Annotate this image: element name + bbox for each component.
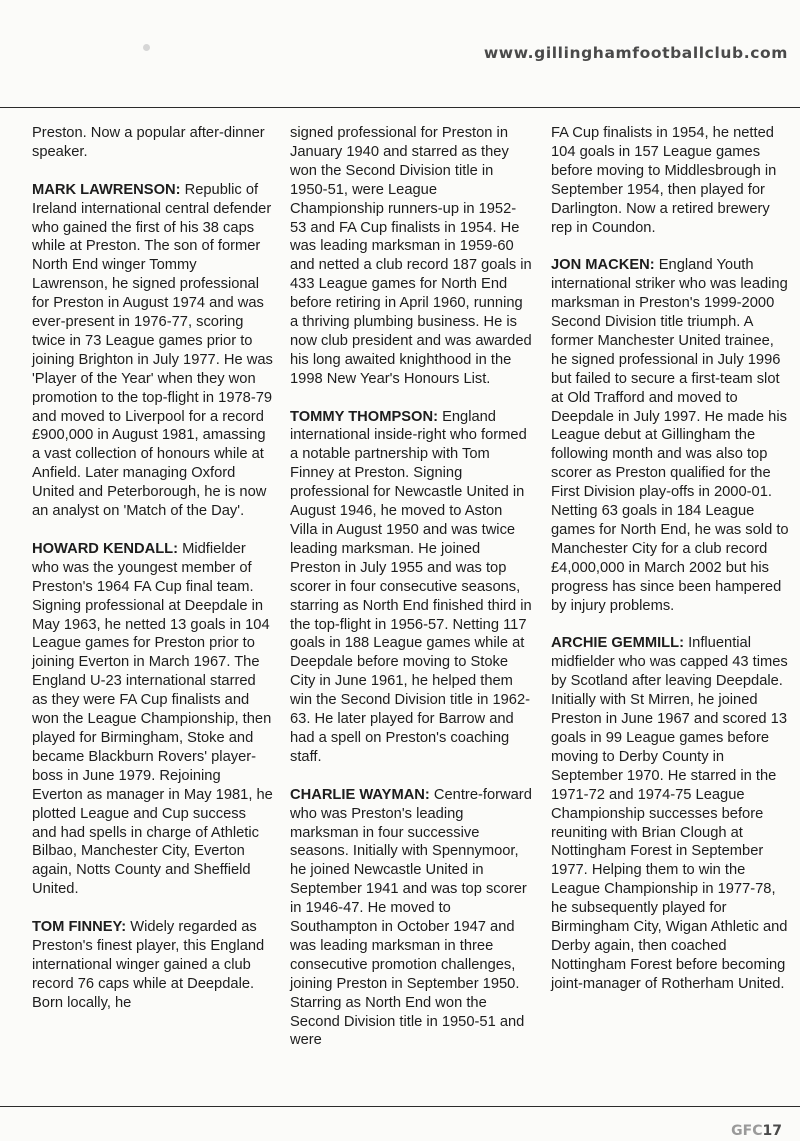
player-entry-jon-macken xyxy=(551,256,793,615)
bottom-divider xyxy=(0,1106,800,1107)
column-1 xyxy=(32,124,274,1013)
player-entry-mark-lawrenson xyxy=(32,181,274,521)
player-bio: Widely regarded as Preston's finest player, this England international winger gained a club record 76 caps while at Deepdale. Born locally, he xyxy=(32,919,265,1011)
player-entry-tommy-thompson xyxy=(290,408,532,767)
player-entry-howard-kendall xyxy=(32,540,274,899)
top-divider xyxy=(0,107,800,108)
page-number-value: 17 xyxy=(762,1123,782,1139)
decorative-dot xyxy=(143,44,150,51)
column-lead-text: signed professional for Preston in January 1940 and starred as they won the Second Division title in 1950-51, were League Championship runners-up in 1952-53 and FA Cup finalists in 1954. He was leading marksman in 1959-60 and netted a club record 187 goals in 433 League games for North End before retiring in April 1960, running a thriving plumbing business. He is now club president and was awarded his long awaited knighthood in the 1998 New Year's Honours List. xyxy=(290,125,532,387)
column-2 xyxy=(290,124,532,1050)
column-lead-text: FA Cup finalists in 1954, he netted 104 goals in 157 League games before moving to Middlesbrough in September 1954, then played for Darlington. Now a retired brewery rep in Coundon. xyxy=(551,125,777,236)
player-bio: England international inside-right who formed a notable partnership with Tom Finney at Preston. Signing professional for Newcastle United in August 1946, he moved to Aston Villa in August 1950 and was twice leading marksman. He joined Preston in July 1955 and was top scorer in four consecutive seasons, starring as North End finished third in the top-flight in 1956-57. Netting 117 goals in 188 League games while at Deepdale before moving to Stoke City in June 1961, he helped them win the Second Division title in 1962-63. He later played for Barrow and had a spell on Preston's coaching staff. xyxy=(290,408,532,765)
player-name: MARK LAWRENSON: xyxy=(32,181,181,198)
page-number xyxy=(731,1123,782,1139)
player-name: HOWARD KENDALL: xyxy=(32,540,179,557)
player-entry-charlie-wayman xyxy=(290,786,532,1051)
player-name: CHARLIE WAYMAN: xyxy=(290,786,430,803)
player-name: ARCHIE GEMMILL: xyxy=(551,635,684,652)
player-name: TOM FINNEY: xyxy=(32,919,127,936)
player-bio: Centre-forward who was Preston's leading marksman in four successive seasons. Initially with Spennymoor, he joined Newcastle United in September 1941 and was top scorer in 1946-47. He moved to Southampton in October 1947 and was leading marksman in three consecutive promotion challenges, joining Preston in September 1950. Starring as North End won the Second Division title in 1950-51 and were xyxy=(290,786,532,1049)
website-url[interactable]: www.gillinghamfootballclub.com xyxy=(483,44,788,62)
player-bio: Midfielder who was the youngest member of Preston's 1964 FA Cup final team. Signing professional at Deepdale in May 1963, he netted 13 goals in 104 League games for Preston prior to joining Everton in March 1967. The England U-23 international starred as they were FA Cup finalists and won the League Championship, then played for Birmingham, Stoke and became Blackburn Rovers' player-boss in June 1979. Rejoining Everton as manager in May 1981, he plotted League and Cup success and had spells in charge of Athletic Bilbao, Manchester City, Everton again, Notts County and Sheffield United. xyxy=(32,540,273,898)
player-bio: Influential midfielder who was capped 43 times by Scotland after leaving Deepdale. Initially with St Mirren, he joined Preston in June 1967 and scored 13 goals in 99 League games before moving to Derby County in September 1970. He starred in the 1971-72 and 1974-75 League Championship successes before reuniting with Brian Clough at Nottingham Forest in September 1977. Helping them to win the League Championship in 1977-78, he subsequently played for Birmingham City, Wigan Athletic and Derby again, then coached Nottingham Forest before becoming joint-manager of Rotherham United. xyxy=(551,635,788,992)
player-bio: Republic of Ireland international central defender who gained the first of his 38 caps while at Preston. The son of former North End winger Tommy Lawrenson, he signed professional for Preston in August 1974 and was ever-present in 1976-77, scoring twice in 73 League games prior to joining Brighton in July 1977. He was 'Player of the Year' when they won promotion to the top-flight in 1978-79 and moved to Liverpool for a record £900,000 in August 1981, amassing a vast collection of honours while at Anfield. Later managing Oxford United and Peterborough, he is now an analyst on 'Match of the Day'. xyxy=(32,181,273,520)
player-entry-archie-gemmill xyxy=(551,634,793,993)
column-lead-text: Preston. Now a popular after-dinner speaker. xyxy=(32,125,265,160)
player-name: JON MACKEN: xyxy=(551,257,655,274)
column-3 xyxy=(551,124,793,994)
page-prefix: GFC xyxy=(731,1123,763,1139)
player-entry-tom-finney xyxy=(32,918,274,1013)
player-bio: England Youth international striker who was leading marksman in Preston's 1999-2000 Second Division title triumph. A former Manchester United trainee, he signed professional in July 1996 but failed to secure a first-team slot at Old Trafford and moved to Deepdale in July 1997. He made his League debut at Gillingham the following month and was also top scorer as Preston qualified for the First Division play-offs in 2000-01. Netting 63 goals in 184 League games for North End, he was sold to Manchester City for a club record £4,000,000 in March 2002 but his progress has since been hampered by injury problems. xyxy=(551,257,789,614)
player-name: TOMMY THOMPSON: xyxy=(290,408,438,425)
